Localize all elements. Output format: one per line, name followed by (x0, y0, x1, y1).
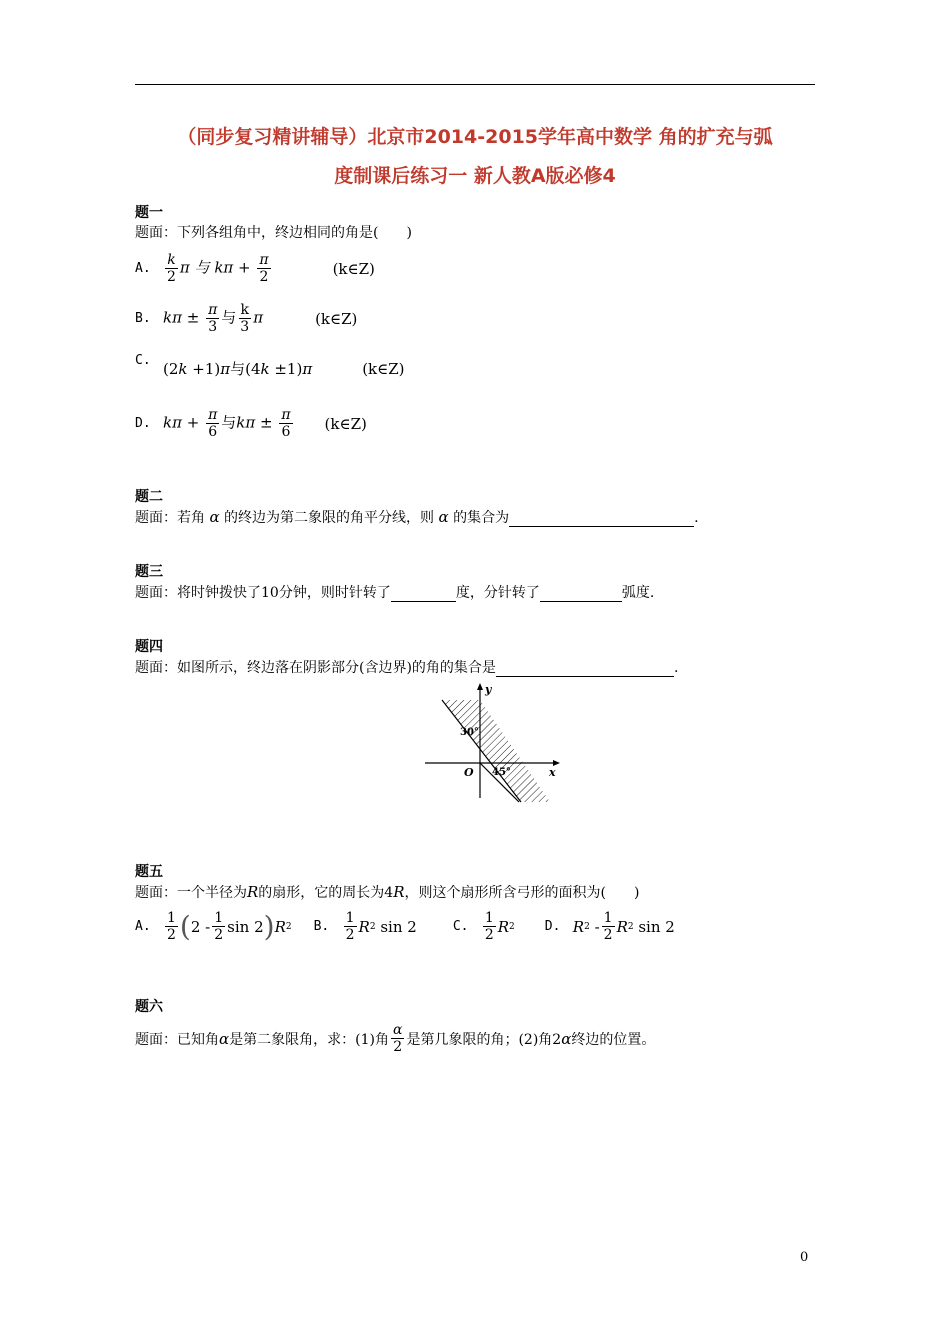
q5-option-b-expression: $\frac{1}{2}$ R 2 sin 2 (345, 910, 417, 944)
q5-option-a-expression: $\frac{1}{2}$ ( 2 - $\frac{1}{2}$ sin 2 ) R 2 (167, 910, 292, 944)
q4-heading: 题四 (135, 639, 163, 655)
q5-option-b[interactable] (314, 910, 417, 943)
q3-text: 题面：将时钟拨快了10分钟，则时针转了 度，分针转了 弧度. (135, 585, 655, 601)
option-b-expression: kπ ± $\frac{\pi}{3}$ 与 $\frac{k}{3}$ π (163, 302, 264, 336)
option-d-label: D. (135, 416, 151, 432)
q5-option-d[interactable] (545, 910, 675, 943)
document-title-line-1: （同步复习精讲辅导）北京市2014-2015学年高中数学 角的扩充与弧 (177, 126, 773, 148)
q1-option-b[interactable] (135, 302, 357, 335)
q1-stem: 题面：下列各组角中，终边相同的角是( ) (135, 225, 412, 241)
option-a-condition: (k∈Z) (332, 259, 375, 278)
document-title-line-2: 度制课后练习一 新人教A版必修4 (334, 165, 616, 187)
angle-30-label: 30° (460, 727, 479, 738)
option-b-condition: (k∈Z) (315, 309, 358, 328)
y-axis-label: y (485, 683, 492, 696)
q5-option-c-label: C. (452, 919, 469, 935)
option-c-condition: (k∈Z) (362, 359, 405, 378)
q5-option-c-expression: $\frac{1}{2}$ R 2 (484, 910, 515, 944)
q6-text: 题面：已知角 α 是第二象限角，求：(1)角 $\frac{\alpha}{2}$ 是第几象限的角；(2)角2 α 终边的位置。 (135, 1022, 656, 1056)
q4-answer-blank[interactable] (496, 662, 674, 677)
top-rule (135, 84, 815, 85)
y-axis-arrow-icon (477, 683, 483, 690)
q1-option-a[interactable] (135, 252, 375, 285)
angle-45-label: 45° (492, 767, 511, 778)
q2-answer-blank[interactable] (509, 512, 694, 527)
q3-heading: 题三 (135, 564, 163, 580)
q5-option-c[interactable] (453, 910, 515, 943)
option-d-expression: kπ + $\frac{\pi}{6}$ 与kπ ± $\frac{\pi}{6}$ (163, 407, 291, 441)
q3-answer-blank-1[interactable] (391, 587, 456, 602)
page-number: 0 (800, 1250, 809, 1265)
q1-heading: 题一 (135, 205, 163, 221)
q5-heading: 题五 (135, 864, 163, 880)
shaded-region (442, 700, 550, 802)
q5-stem: 题面：一个半径为R的扇形，它的周长为4R，则这个扇形所含弓形的面积为( ) (135, 883, 640, 901)
q5-options (135, 910, 675, 943)
option-c-expression: (2k +1)π与(4k ±1)π (163, 360, 313, 378)
option-c-label: C. (135, 353, 151, 368)
q5-option-b-label: B. (313, 919, 330, 935)
q3-answer-blank-2[interactable] (540, 587, 622, 602)
option-b-label: B. (135, 311, 151, 327)
q4-figure (420, 680, 570, 805)
x-axis-label: x (549, 766, 556, 779)
q2-text: 题面：若角 α 的终边为第二象限的角平分线，则 α 的集合为 . (135, 508, 699, 526)
q5-option-a-label: A. (135, 919, 151, 935)
q1-option-c[interactable] (135, 353, 405, 379)
q5-option-d-label: D. (544, 919, 561, 935)
option-d-condition: (k∈Z) (324, 414, 367, 433)
q6-heading: 题六 (135, 999, 163, 1015)
q1-option-d[interactable] (135, 407, 367, 440)
q5-option-a[interactable] (135, 910, 292, 943)
q4-text: 题面：如图所示，终边落在阴影部分(含边界)的角的集合是 . (135, 660, 679, 676)
origin-label: O (464, 766, 474, 779)
option-a-label: A. (135, 261, 151, 277)
q2-heading: 题二 (135, 489, 163, 505)
q5-option-d-expression: R 2 - $\frac{1}{2}$ R 2 sin 2 (572, 910, 675, 944)
option-a-expression: $\frac{k}{2}$ π 与 kπ + $\frac{\pi}{2}$ (167, 252, 269, 286)
